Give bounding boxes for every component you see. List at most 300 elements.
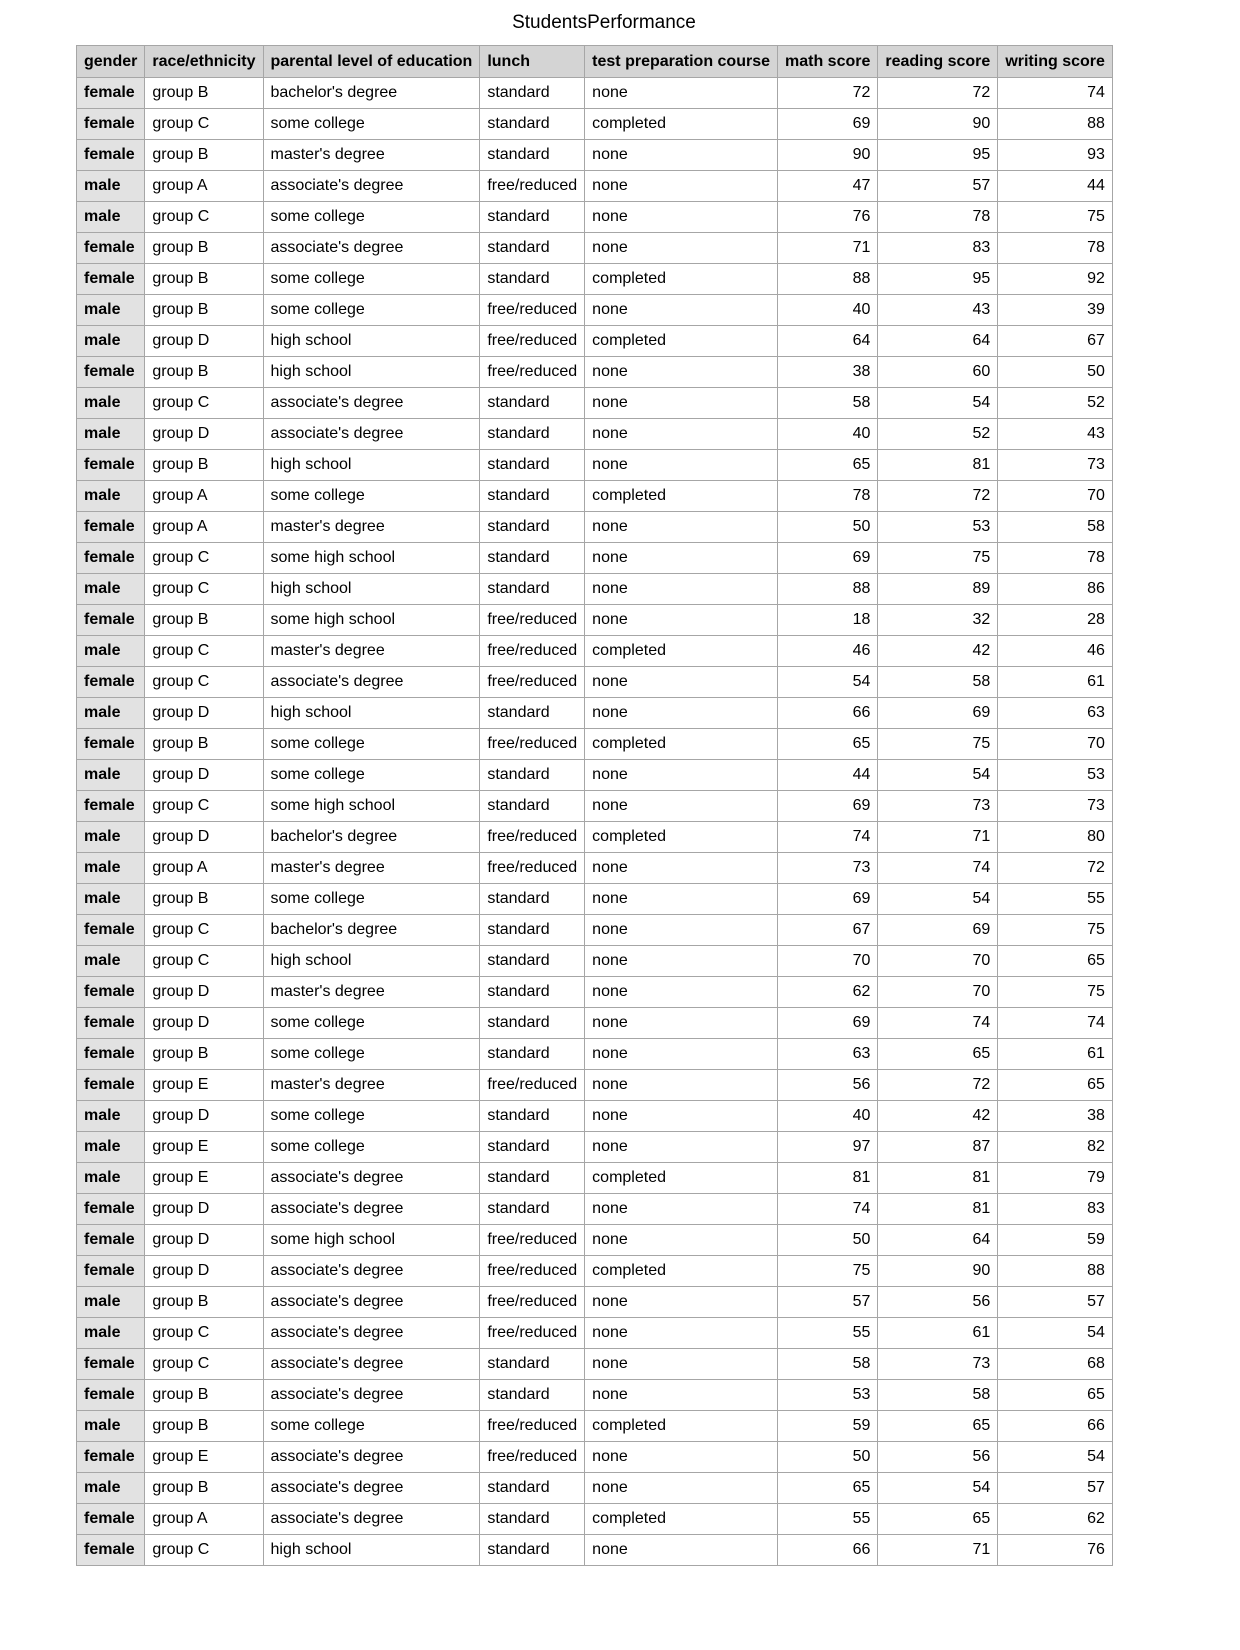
cell-lunch[interactable]: standard xyxy=(480,543,585,574)
cell-writing-score[interactable]: 75 xyxy=(998,202,1113,233)
cell-test-prep[interactable]: none xyxy=(585,1194,778,1225)
cell-test-prep[interactable]: none xyxy=(585,233,778,264)
cell-reading-score[interactable]: 71 xyxy=(878,822,998,853)
cell-lunch[interactable]: standard xyxy=(480,1132,585,1163)
cell-race-ethnicity[interactable]: group D xyxy=(145,698,263,729)
cell-lunch[interactable]: standard xyxy=(480,915,585,946)
cell-race-ethnicity[interactable]: group B xyxy=(145,450,263,481)
cell-parental-education[interactable]: some college xyxy=(263,1039,480,1070)
cell-reading-score[interactable]: 73 xyxy=(878,1349,998,1380)
cell-test-prep[interactable]: none xyxy=(585,698,778,729)
cell-reading-score[interactable]: 72 xyxy=(878,481,998,512)
cell-gender[interactable]: female xyxy=(77,357,145,388)
cell-parental-education[interactable]: associate's degree xyxy=(263,171,480,202)
cell-lunch[interactable]: standard xyxy=(480,140,585,171)
cell-writing-score[interactable]: 73 xyxy=(998,450,1113,481)
cell-math-score[interactable]: 55 xyxy=(778,1318,878,1349)
cell-lunch[interactable]: free/reduced xyxy=(480,605,585,636)
cell-test-prep[interactable]: none xyxy=(585,78,778,109)
cell-parental-education[interactable]: high school xyxy=(263,698,480,729)
cell-parental-education[interactable]: some college xyxy=(263,202,480,233)
cell-parental-education[interactable]: some college xyxy=(263,760,480,791)
cell-writing-score[interactable]: 61 xyxy=(998,1039,1113,1070)
cell-lunch[interactable]: standard xyxy=(480,1535,585,1566)
cell-test-prep[interactable]: none xyxy=(585,450,778,481)
cell-writing-score[interactable]: 65 xyxy=(998,1070,1113,1101)
cell-reading-score[interactable]: 87 xyxy=(878,1132,998,1163)
cell-writing-score[interactable]: 74 xyxy=(998,1008,1113,1039)
cell-race-ethnicity[interactable]: group B xyxy=(145,140,263,171)
cell-test-prep[interactable]: none xyxy=(585,1070,778,1101)
cell-lunch[interactable]: standard xyxy=(480,1349,585,1380)
cell-math-score[interactable]: 65 xyxy=(778,729,878,760)
cell-math-score[interactable]: 57 xyxy=(778,1287,878,1318)
cell-parental-education[interactable]: associate's degree xyxy=(263,1287,480,1318)
cell-race-ethnicity[interactable]: group B xyxy=(145,1473,263,1504)
cell-test-prep[interactable]: none xyxy=(585,1349,778,1380)
cell-writing-score[interactable]: 28 xyxy=(998,605,1113,636)
cell-writing-score[interactable]: 88 xyxy=(998,109,1113,140)
cell-writing-score[interactable]: 52 xyxy=(998,388,1113,419)
cell-reading-score[interactable]: 54 xyxy=(878,760,998,791)
cell-writing-score[interactable]: 43 xyxy=(998,419,1113,450)
cell-parental-education[interactable]: some college xyxy=(263,295,480,326)
cell-test-prep[interactable]: completed xyxy=(585,1504,778,1535)
cell-gender[interactable]: male xyxy=(77,295,145,326)
cell-race-ethnicity[interactable]: group B xyxy=(145,233,263,264)
cell-parental-education[interactable]: some high school xyxy=(263,1225,480,1256)
cell-math-score[interactable]: 97 xyxy=(778,1132,878,1163)
cell-lunch[interactable]: standard xyxy=(480,512,585,543)
cell-test-prep[interactable]: none xyxy=(585,667,778,698)
cell-test-prep[interactable]: completed xyxy=(585,1411,778,1442)
cell-lunch[interactable]: standard xyxy=(480,202,585,233)
cell-race-ethnicity[interactable]: group D xyxy=(145,1101,263,1132)
cell-reading-score[interactable]: 64 xyxy=(878,326,998,357)
cell-reading-score[interactable]: 58 xyxy=(878,667,998,698)
cell-math-score[interactable]: 67 xyxy=(778,915,878,946)
cell-writing-score[interactable]: 65 xyxy=(998,1380,1113,1411)
cell-writing-score[interactable]: 65 xyxy=(998,946,1113,977)
cell-math-score[interactable]: 40 xyxy=(778,419,878,450)
cell-test-prep[interactable]: none xyxy=(585,1287,778,1318)
cell-math-score[interactable]: 46 xyxy=(778,636,878,667)
cell-reading-score[interactable]: 42 xyxy=(878,1101,998,1132)
cell-lunch[interactable]: standard xyxy=(480,698,585,729)
cell-parental-education[interactable]: some college xyxy=(263,1101,480,1132)
cell-parental-education[interactable]: some college xyxy=(263,109,480,140)
cell-race-ethnicity[interactable]: group C xyxy=(145,574,263,605)
cell-writing-score[interactable]: 67 xyxy=(998,326,1113,357)
cell-reading-score[interactable]: 95 xyxy=(878,264,998,295)
cell-reading-score[interactable]: 81 xyxy=(878,450,998,481)
cell-parental-education[interactable]: bachelor's degree xyxy=(263,822,480,853)
cell-lunch[interactable]: standard xyxy=(480,1194,585,1225)
cell-race-ethnicity[interactable]: group E xyxy=(145,1132,263,1163)
cell-reading-score[interactable]: 81 xyxy=(878,1194,998,1225)
cell-writing-score[interactable]: 93 xyxy=(998,140,1113,171)
cell-parental-education[interactable]: some college xyxy=(263,884,480,915)
cell-test-prep[interactable]: none xyxy=(585,1132,778,1163)
cell-parental-education[interactable]: some college xyxy=(263,264,480,295)
cell-race-ethnicity[interactable]: group D xyxy=(145,1194,263,1225)
cell-gender[interactable]: female xyxy=(77,78,145,109)
cell-test-prep[interactable]: none xyxy=(585,977,778,1008)
cell-lunch[interactable]: standard xyxy=(480,1101,585,1132)
cell-race-ethnicity[interactable]: group C xyxy=(145,1535,263,1566)
column-header-lunch[interactable]: lunch xyxy=(480,46,585,78)
column-header-test-prep[interactable]: test preparation course xyxy=(585,46,778,78)
cell-reading-score[interactable]: 54 xyxy=(878,884,998,915)
cell-math-score[interactable]: 47 xyxy=(778,171,878,202)
cell-math-score[interactable]: 69 xyxy=(778,543,878,574)
cell-math-score[interactable]: 69 xyxy=(778,791,878,822)
cell-writing-score[interactable]: 82 xyxy=(998,1132,1113,1163)
cell-race-ethnicity[interactable]: group D xyxy=(145,977,263,1008)
cell-writing-score[interactable]: 72 xyxy=(998,853,1113,884)
cell-lunch[interactable]: free/reduced xyxy=(480,1225,585,1256)
cell-lunch[interactable]: standard xyxy=(480,1473,585,1504)
cell-writing-score[interactable]: 54 xyxy=(998,1442,1113,1473)
cell-lunch[interactable]: free/reduced xyxy=(480,853,585,884)
cell-parental-education[interactable]: high school xyxy=(263,574,480,605)
cell-math-score[interactable]: 40 xyxy=(778,295,878,326)
cell-gender[interactable]: male xyxy=(77,884,145,915)
column-header-gender[interactable]: gender xyxy=(77,46,145,78)
cell-parental-education[interactable]: associate's degree xyxy=(263,1442,480,1473)
cell-race-ethnicity[interactable]: group C xyxy=(145,1349,263,1380)
cell-writing-score[interactable]: 39 xyxy=(998,295,1113,326)
cell-race-ethnicity[interactable]: group B xyxy=(145,884,263,915)
cell-writing-score[interactable]: 57 xyxy=(998,1287,1113,1318)
cell-gender[interactable]: female xyxy=(77,512,145,543)
cell-lunch[interactable]: free/reduced xyxy=(480,1256,585,1287)
cell-reading-score[interactable]: 95 xyxy=(878,140,998,171)
cell-lunch[interactable]: free/reduced xyxy=(480,822,585,853)
cell-parental-education[interactable]: associate's degree xyxy=(263,1504,480,1535)
cell-parental-education[interactable]: high school xyxy=(263,450,480,481)
cell-test-prep[interactable]: completed xyxy=(585,1163,778,1194)
cell-gender[interactable]: female xyxy=(77,1256,145,1287)
cell-race-ethnicity[interactable]: group D xyxy=(145,326,263,357)
cell-lunch[interactable]: free/reduced xyxy=(480,171,585,202)
cell-math-score[interactable]: 58 xyxy=(778,1349,878,1380)
cell-reading-score[interactable]: 56 xyxy=(878,1442,998,1473)
cell-lunch[interactable]: free/reduced xyxy=(480,326,585,357)
cell-lunch[interactable]: standard xyxy=(480,450,585,481)
cell-math-score[interactable]: 38 xyxy=(778,357,878,388)
cell-test-prep[interactable]: none xyxy=(585,1380,778,1411)
cell-race-ethnicity[interactable]: group A xyxy=(145,853,263,884)
cell-math-score[interactable]: 73 xyxy=(778,853,878,884)
cell-race-ethnicity[interactable]: group C xyxy=(145,791,263,822)
cell-parental-education[interactable]: associate's degree xyxy=(263,419,480,450)
cell-lunch[interactable]: standard xyxy=(480,109,585,140)
cell-lunch[interactable]: standard xyxy=(480,1008,585,1039)
cell-lunch[interactable]: free/reduced xyxy=(480,357,585,388)
cell-writing-score[interactable]: 55 xyxy=(998,884,1113,915)
cell-race-ethnicity[interactable]: group C xyxy=(145,202,263,233)
cell-race-ethnicity[interactable]: group D xyxy=(145,760,263,791)
cell-math-score[interactable]: 66 xyxy=(778,1535,878,1566)
cell-writing-score[interactable]: 70 xyxy=(998,729,1113,760)
cell-reading-score[interactable]: 69 xyxy=(878,915,998,946)
cell-reading-score[interactable]: 74 xyxy=(878,1008,998,1039)
cell-parental-education[interactable]: some high school xyxy=(263,791,480,822)
cell-reading-score[interactable]: 53 xyxy=(878,512,998,543)
cell-race-ethnicity[interactable]: group C xyxy=(145,1318,263,1349)
cell-race-ethnicity[interactable]: group B xyxy=(145,1039,263,1070)
cell-writing-score[interactable]: 53 xyxy=(998,760,1113,791)
cell-gender[interactable]: female xyxy=(77,1039,145,1070)
cell-parental-education[interactable]: associate's degree xyxy=(263,1318,480,1349)
cell-test-prep[interactable]: completed xyxy=(585,636,778,667)
cell-test-prep[interactable]: none xyxy=(585,1008,778,1039)
cell-writing-score[interactable]: 70 xyxy=(998,481,1113,512)
cell-gender[interactable]: male xyxy=(77,1132,145,1163)
cell-gender[interactable]: female xyxy=(77,1008,145,1039)
cell-reading-score[interactable]: 54 xyxy=(878,388,998,419)
cell-math-score[interactable]: 66 xyxy=(778,698,878,729)
cell-test-prep[interactable]: none xyxy=(585,915,778,946)
cell-reading-score[interactable]: 54 xyxy=(878,1473,998,1504)
cell-math-score[interactable]: 53 xyxy=(778,1380,878,1411)
cell-math-score[interactable]: 59 xyxy=(778,1411,878,1442)
cell-race-ethnicity[interactable]: group D xyxy=(145,1256,263,1287)
cell-math-score[interactable]: 74 xyxy=(778,822,878,853)
cell-race-ethnicity[interactable]: group C xyxy=(145,388,263,419)
cell-test-prep[interactable]: none xyxy=(585,171,778,202)
cell-reading-score[interactable]: 65 xyxy=(878,1504,998,1535)
cell-race-ethnicity[interactable]: group B xyxy=(145,295,263,326)
cell-test-prep[interactable]: none xyxy=(585,1101,778,1132)
cell-test-prep[interactable]: completed xyxy=(585,1256,778,1287)
cell-math-score[interactable]: 64 xyxy=(778,326,878,357)
cell-parental-education[interactable]: associate's degree xyxy=(263,1163,480,1194)
cell-math-score[interactable]: 69 xyxy=(778,884,878,915)
cell-reading-score[interactable]: 90 xyxy=(878,109,998,140)
cell-writing-score[interactable]: 78 xyxy=(998,233,1113,264)
cell-gender[interactable]: female xyxy=(77,1194,145,1225)
cell-lunch[interactable]: standard xyxy=(480,78,585,109)
cell-race-ethnicity[interactable]: group D xyxy=(145,822,263,853)
cell-gender[interactable]: female xyxy=(77,605,145,636)
cell-reading-score[interactable]: 42 xyxy=(878,636,998,667)
cell-parental-education[interactable]: some college xyxy=(263,1132,480,1163)
cell-parental-education[interactable]: some high school xyxy=(263,605,480,636)
cell-math-score[interactable]: 72 xyxy=(778,78,878,109)
cell-race-ethnicity[interactable]: group C xyxy=(145,946,263,977)
cell-gender[interactable]: female xyxy=(77,233,145,264)
cell-lunch[interactable]: standard xyxy=(480,1380,585,1411)
cell-parental-education[interactable]: master's degree xyxy=(263,512,480,543)
cell-parental-education[interactable]: master's degree xyxy=(263,977,480,1008)
cell-writing-score[interactable]: 38 xyxy=(998,1101,1113,1132)
cell-math-score[interactable]: 76 xyxy=(778,202,878,233)
cell-reading-score[interactable]: 52 xyxy=(878,419,998,450)
cell-parental-education[interactable]: high school xyxy=(263,326,480,357)
cell-reading-score[interactable]: 70 xyxy=(878,946,998,977)
cell-gender[interactable]: female xyxy=(77,1349,145,1380)
cell-gender[interactable]: male xyxy=(77,1163,145,1194)
cell-lunch[interactable]: standard xyxy=(480,419,585,450)
cell-writing-score[interactable]: 80 xyxy=(998,822,1113,853)
cell-lunch[interactable]: standard xyxy=(480,884,585,915)
cell-race-ethnicity[interactable]: group B xyxy=(145,729,263,760)
cell-reading-score[interactable]: 43 xyxy=(878,295,998,326)
cell-gender[interactable]: male xyxy=(77,822,145,853)
cell-math-score[interactable]: 54 xyxy=(778,667,878,698)
cell-test-prep[interactable]: none xyxy=(585,1473,778,1504)
cell-race-ethnicity[interactable]: group D xyxy=(145,1008,263,1039)
cell-gender[interactable]: male xyxy=(77,1411,145,1442)
cell-lunch[interactable]: standard xyxy=(480,760,585,791)
cell-test-prep[interactable]: completed xyxy=(585,822,778,853)
cell-reading-score[interactable]: 83 xyxy=(878,233,998,264)
cell-gender[interactable]: female xyxy=(77,140,145,171)
cell-lunch[interactable]: standard xyxy=(480,388,585,419)
cell-test-prep[interactable]: none xyxy=(585,512,778,543)
cell-reading-score[interactable]: 90 xyxy=(878,1256,998,1287)
cell-gender[interactable]: male xyxy=(77,636,145,667)
cell-parental-education[interactable]: associate's degree xyxy=(263,1349,480,1380)
cell-gender[interactable]: male xyxy=(77,760,145,791)
cell-math-score[interactable]: 55 xyxy=(778,1504,878,1535)
cell-math-score[interactable]: 90 xyxy=(778,140,878,171)
cell-gender[interactable]: male xyxy=(77,202,145,233)
cell-race-ethnicity[interactable]: group E xyxy=(145,1070,263,1101)
cell-reading-score[interactable]: 69 xyxy=(878,698,998,729)
cell-gender[interactable]: male xyxy=(77,388,145,419)
cell-parental-education[interactable]: some college xyxy=(263,1008,480,1039)
cell-parental-education[interactable]: associate's degree xyxy=(263,667,480,698)
cell-gender[interactable]: male xyxy=(77,326,145,357)
cell-writing-score[interactable]: 75 xyxy=(998,977,1113,1008)
cell-gender[interactable]: male xyxy=(77,481,145,512)
cell-parental-education[interactable]: associate's degree xyxy=(263,233,480,264)
cell-test-prep[interactable]: completed xyxy=(585,109,778,140)
cell-lunch[interactable]: standard xyxy=(480,1163,585,1194)
cell-reading-score[interactable]: 78 xyxy=(878,202,998,233)
cell-gender[interactable]: male xyxy=(77,171,145,202)
cell-parental-education[interactable]: associate's degree xyxy=(263,1256,480,1287)
cell-gender[interactable]: female xyxy=(77,729,145,760)
cell-parental-education[interactable]: master's degree xyxy=(263,853,480,884)
cell-reading-score[interactable]: 32 xyxy=(878,605,998,636)
cell-race-ethnicity[interactable]: group E xyxy=(145,1163,263,1194)
cell-writing-score[interactable]: 73 xyxy=(998,791,1113,822)
cell-writing-score[interactable]: 57 xyxy=(998,1473,1113,1504)
cell-math-score[interactable]: 50 xyxy=(778,1225,878,1256)
cell-gender[interactable]: male xyxy=(77,698,145,729)
cell-parental-education[interactable]: associate's degree xyxy=(263,1473,480,1504)
cell-test-prep[interactable]: completed xyxy=(585,481,778,512)
cell-race-ethnicity[interactable]: group A xyxy=(145,481,263,512)
cell-lunch[interactable]: free/reduced xyxy=(480,1070,585,1101)
cell-race-ethnicity[interactable]: group A xyxy=(145,171,263,202)
cell-parental-education[interactable]: some college xyxy=(263,481,480,512)
cell-parental-education[interactable]: master's degree xyxy=(263,140,480,171)
cell-test-prep[interactable]: completed xyxy=(585,729,778,760)
cell-reading-score[interactable]: 65 xyxy=(878,1411,998,1442)
cell-writing-score[interactable]: 68 xyxy=(998,1349,1113,1380)
cell-writing-score[interactable]: 88 xyxy=(998,1256,1113,1287)
cell-writing-score[interactable]: 50 xyxy=(998,357,1113,388)
cell-race-ethnicity[interactable]: group C xyxy=(145,667,263,698)
cell-writing-score[interactable]: 62 xyxy=(998,1504,1113,1535)
cell-lunch[interactable]: free/reduced xyxy=(480,1318,585,1349)
cell-reading-score[interactable]: 72 xyxy=(878,78,998,109)
cell-race-ethnicity[interactable]: group A xyxy=(145,1504,263,1535)
cell-gender[interactable]: female xyxy=(77,1225,145,1256)
cell-writing-score[interactable]: 44 xyxy=(998,171,1113,202)
cell-race-ethnicity[interactable]: group A xyxy=(145,512,263,543)
cell-reading-score[interactable]: 70 xyxy=(878,977,998,1008)
cell-parental-education[interactable]: master's degree xyxy=(263,636,480,667)
cell-race-ethnicity[interactable]: group B xyxy=(145,78,263,109)
cell-gender[interactable]: female xyxy=(77,977,145,1008)
cell-math-score[interactable]: 81 xyxy=(778,1163,878,1194)
cell-lunch[interactable]: standard xyxy=(480,481,585,512)
cell-reading-score[interactable]: 81 xyxy=(878,1163,998,1194)
cell-test-prep[interactable]: none xyxy=(585,1442,778,1473)
cell-gender[interactable]: female xyxy=(77,1380,145,1411)
cell-writing-score[interactable]: 63 xyxy=(998,698,1113,729)
cell-race-ethnicity[interactable]: group B xyxy=(145,1380,263,1411)
cell-reading-score[interactable]: 57 xyxy=(878,171,998,202)
cell-gender[interactable]: male xyxy=(77,1101,145,1132)
cell-reading-score[interactable]: 73 xyxy=(878,791,998,822)
cell-math-score[interactable]: 40 xyxy=(778,1101,878,1132)
cell-test-prep[interactable]: none xyxy=(585,791,778,822)
cell-test-prep[interactable]: none xyxy=(585,574,778,605)
cell-race-ethnicity[interactable]: group B xyxy=(145,605,263,636)
column-header-reading-score[interactable]: reading score xyxy=(878,46,998,78)
cell-gender[interactable]: male xyxy=(77,853,145,884)
cell-test-prep[interactable]: completed xyxy=(585,264,778,295)
cell-math-score[interactable]: 88 xyxy=(778,574,878,605)
cell-gender[interactable]: female xyxy=(77,915,145,946)
cell-lunch[interactable]: free/reduced xyxy=(480,636,585,667)
cell-gender[interactable]: female xyxy=(77,1442,145,1473)
cell-lunch[interactable]: standard xyxy=(480,977,585,1008)
cell-gender[interactable]: male xyxy=(77,1473,145,1504)
cell-lunch[interactable]: free/reduced xyxy=(480,1287,585,1318)
cell-parental-education[interactable]: some college xyxy=(263,729,480,760)
cell-writing-score[interactable]: 78 xyxy=(998,543,1113,574)
cell-test-prep[interactable]: none xyxy=(585,295,778,326)
cell-parental-education[interactable]: bachelor's degree xyxy=(263,78,480,109)
cell-writing-score[interactable]: 79 xyxy=(998,1163,1113,1194)
cell-writing-score[interactable]: 75 xyxy=(998,915,1113,946)
cell-parental-education[interactable]: some high school xyxy=(263,543,480,574)
cell-gender[interactable]: male xyxy=(77,946,145,977)
cell-test-prep[interactable]: completed xyxy=(585,326,778,357)
cell-writing-score[interactable]: 74 xyxy=(998,78,1113,109)
cell-race-ethnicity[interactable]: group C xyxy=(145,915,263,946)
cell-math-score[interactable]: 62 xyxy=(778,977,878,1008)
cell-parental-education[interactable]: associate's degree xyxy=(263,388,480,419)
cell-race-ethnicity[interactable]: group C xyxy=(145,543,263,574)
cell-gender[interactable]: male xyxy=(77,1318,145,1349)
cell-test-prep[interactable]: none xyxy=(585,853,778,884)
cell-test-prep[interactable]: none xyxy=(585,140,778,171)
cell-gender[interactable]: female xyxy=(77,450,145,481)
cell-lunch[interactable]: free/reduced xyxy=(480,295,585,326)
cell-lunch[interactable]: free/reduced xyxy=(480,729,585,760)
cell-gender[interactable]: female xyxy=(77,791,145,822)
cell-race-ethnicity[interactable]: group B xyxy=(145,1411,263,1442)
